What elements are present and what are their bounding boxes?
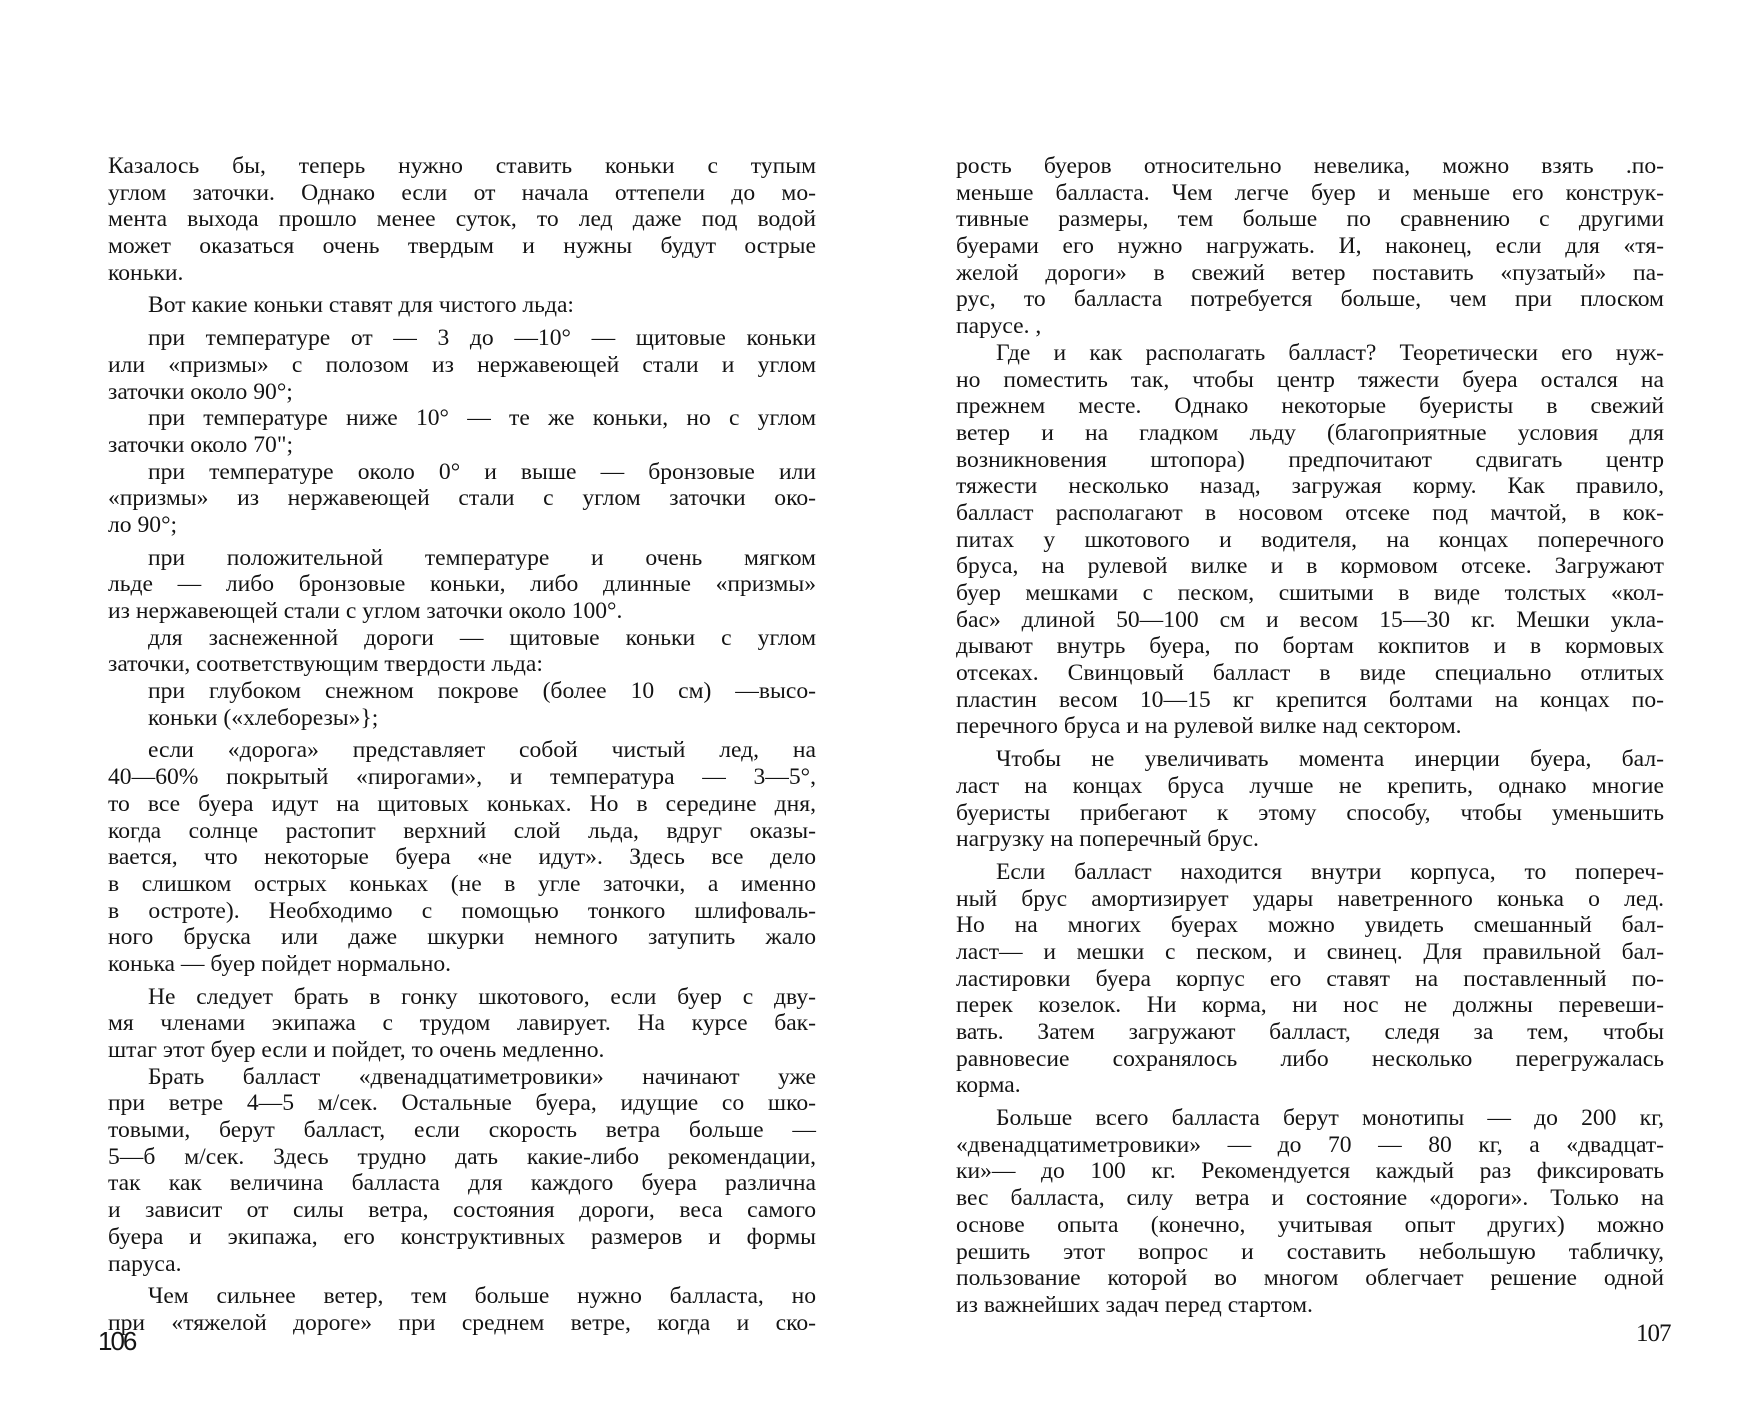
text-line: Больше всего балласта берут монотипы — до 200 кг, <box>996 1105 1664 1132</box>
text-line: Где и как располагать балласт? Теоретически его нуж- <box>996 339 1664 366</box>
text-line: из важнейших задач перед стартом. <box>956 1291 1313 1318</box>
text-line: дывают внутрь буера, по бортам кокпитов и в кормовых <box>956 633 1664 660</box>
text-line: или «призмы» с полозом из нержавеющей стали и углом <box>108 351 816 378</box>
text-line: при температуре около 0° и выше — бронзовые или <box>148 458 816 485</box>
right-page <box>872 0 1745 1410</box>
text-line: рус, то балласта потребуется больше, чем при плоском <box>956 286 1664 313</box>
text-line: но поместить так, чтобы центр тяжести буера остался на <box>956 366 1664 393</box>
text-line: при «тяжелой дороге» при среднем ветре, когда и ско- <box>108 1309 816 1336</box>
text-line: буерами его нужно нагружать. И, наконец, если для «тя- <box>956 233 1664 260</box>
text-line: заточки, соответствующим твердости льда: <box>108 651 543 678</box>
text-line: коньки. <box>108 259 184 286</box>
right-page-text-column <box>956 153 1664 1319</box>
text-line: мента выхода прошло менее суток, то лед даже под водой <box>108 206 816 233</box>
text-line: Чем сильнее ветер, тем больше нужно балласта, но <box>148 1283 816 1310</box>
text-line: желой дороги» в свежий ветер поставить «пузатый» па- <box>956 259 1664 286</box>
text-line: в слишком острых коньках (не в угле заточки, а именно <box>108 870 816 897</box>
text-line: вается, что некоторые буера «не идут». Здесь все дело <box>108 844 816 871</box>
text-line: при глубоком снежном покрове (более 10 см) —высо- <box>148 678 816 705</box>
text-line: заточки около 90°; <box>108 378 293 405</box>
text-line: углом заточки. Однако если от начала оттепели до мо- <box>108 179 816 206</box>
text-line: при ветре 4—5 м/сек. Остальные буера, идущие со шко- <box>108 1090 816 1117</box>
text-line: ластировки буера корпус его ставят на поставленный по- <box>956 965 1664 992</box>
text-line: вать. Затем загружают балласт, следя за тем, чтобы <box>956 1019 1664 1045</box>
text-line: паруса. <box>108 1250 182 1277</box>
left-page-text-column <box>108 153 816 1337</box>
text-line: вес балласта, силу ветра и состояние «дороги». Только на <box>956 1185 1664 1212</box>
text-line: Не следует брать в гонку шкотового, если буер с дву- <box>148 983 816 1010</box>
text-line: может оказаться очень твердым и нужны будут острые <box>108 233 816 260</box>
text-line: ки»— до 100 кг. Рекомендуется каждый раз фиксировать <box>956 1158 1664 1185</box>
text-line: так как величина балласта для каждого буера различна <box>108 1170 816 1197</box>
text-line: ветер и на гладком льду (благоприятные условия для <box>956 419 1664 446</box>
page-number-right: 107 <box>1636 1320 1671 1347</box>
text-line: рость буеров относительно невелика, можно взять .по- <box>956 153 1664 179</box>
text-line: коньки («хлеборезы»}; <box>148 704 379 731</box>
text-line: ласт на концах бруса лучше не крепить, однако многие <box>956 772 1664 799</box>
text-line: парусе. , <box>956 313 1042 340</box>
text-line: «призмы» из нержавеющей стали с углом заточки око- <box>108 485 816 512</box>
text-line: буер мешками с песком, сшитыми в виде толстых «кол- <box>956 580 1664 606</box>
text-line: буера и экипажа, его конструктивных размеров и формы <box>108 1223 816 1250</box>
text-line: основе опыта (конечно, учитывая опыт других) можно <box>956 1211 1664 1238</box>
text-line: питах у шкотового и водителя, на концах поперечного <box>956 526 1664 553</box>
text-line: нагрузку на поперечный брус. <box>956 826 1259 853</box>
text-line: бруса, на рулевой вилке и в кормовом отсеке. Загружают <box>956 553 1664 580</box>
text-line: 40—60% покрытый «пирогами», и температура — 3—5°, <box>108 764 816 791</box>
text-line: когда солнце растопит верхний слой льда, вдруг оказы- <box>108 817 816 844</box>
text-line: ло 90°; <box>108 511 178 538</box>
text-line: Вот какие коньки ставят для чистого льда: <box>148 292 574 319</box>
text-line: Брать балласт «двенадцатиметровики» начинают уже <box>148 1063 816 1090</box>
left-page <box>0 0 872 1410</box>
text-line: тивные размеры, тем больше по сравнению с другими <box>956 206 1664 233</box>
text-line: тяжести несколько назад, загружая корму. Как правило, <box>956 473 1664 500</box>
text-line: льде — либо бронзовые коньки, либо длинные «призмы» <box>108 571 816 598</box>
text-line: мя членами экипажа с трудом лавирует. На курсе бак- <box>108 1010 816 1037</box>
text-line: решить этот вопрос и составить небольшую табличку, <box>956 1238 1664 1265</box>
text-line: при положительной температуре и очень мягком <box>148 544 816 571</box>
text-line: Казалось бы, теперь нужно ставить коньки с тупым <box>108 153 816 179</box>
text-line: то все буера идут на щитовых коньках. Но в середине дня, <box>108 790 816 817</box>
text-line: 5—б м/сек. Здесь трудно дать какие-либо рекомендации, <box>108 1143 816 1170</box>
text-line: возникновения штопора) предпочитают сдвигать центр <box>956 446 1664 473</box>
text-line: ласт— и мешки с песком, и свинец. Для правильной бал- <box>956 938 1664 965</box>
text-line: корма. <box>956 1072 1021 1099</box>
text-line: отсеках. Свинцовый балласт в виде специально отлитых <box>956 660 1664 687</box>
text-line: если «дорога» представляет собой чистый лед, на <box>148 737 816 764</box>
text-line: из нержавеющей стали с углом заточки около 100°. <box>108 598 623 624</box>
text-line: пользование которой во многом облегчает решение одной <box>956 1265 1664 1292</box>
text-line: буеристы прибегают к этому способу, чтобы уменьшить <box>956 799 1664 826</box>
text-line: балласт располагают в носовом отсеке под мачтой, в кок- <box>956 499 1664 526</box>
text-line: прежнем месте. Однако некоторые буеристы в свежий <box>956 393 1664 420</box>
text-line: штаг этот буер если и пойдет, то очень медленно. <box>108 1037 605 1063</box>
text-line: «двенадцатиметровики» — до 70 — 80 кг, а «двадцат- <box>956 1131 1664 1158</box>
text-line: конька — буер пойдет нормально. <box>108 950 452 977</box>
text-line: товыми, берут балласт, если скорость ветра больше — <box>108 1117 816 1144</box>
text-line: Но на многих буерах можно увидеть смешанный бал- <box>956 912 1664 939</box>
text-line: перечного бруса и на рулевой вилке над сектором. <box>956 713 1462 740</box>
text-line: и зависит от силы ветра, состояния дороги, веса самого <box>108 1197 816 1224</box>
text-line: пластин весом 10—15 кг крепится болтами на концах по- <box>956 686 1664 713</box>
text-line: для заснеженной дороги — щитовые коньки с углом <box>148 624 816 651</box>
text-line: при температуре ниже 10° — те же коньки, но с углом <box>148 405 816 432</box>
text-line: в остроте). Необходимо с помощью тонкого шлифоваль- <box>108 897 816 924</box>
text-line: при температуре от — 3 до —10° — щитовые коньки <box>148 325 816 352</box>
text-line: ный брус амортизирует удары наветренного конька о лед. <box>956 885 1664 912</box>
text-line: перек козелок. Ни корма, ни нос не должны перевеши- <box>956 992 1664 1019</box>
text-line: бас» длиной 50—100 см и весом 15—30 кг. Мешки укла- <box>956 606 1664 633</box>
text-line: равновесие сохранялось либо несколько перегружалась <box>956 1045 1664 1072</box>
text-line: ного бруска или даже шкурки немного затупить жало <box>108 924 816 951</box>
text-line: меньше балласта. Чем легче буер и меньше его конструк- <box>956 179 1664 206</box>
text-line: Если балласт находится внутри корпуса, то попереч- <box>996 858 1664 885</box>
text-line: Чтобы не увеличивать момента инерции буера, бал- <box>996 746 1664 773</box>
text-line: заточки около 70"; <box>108 431 294 458</box>
page-number-left: 106 <box>98 1326 136 1356</box>
